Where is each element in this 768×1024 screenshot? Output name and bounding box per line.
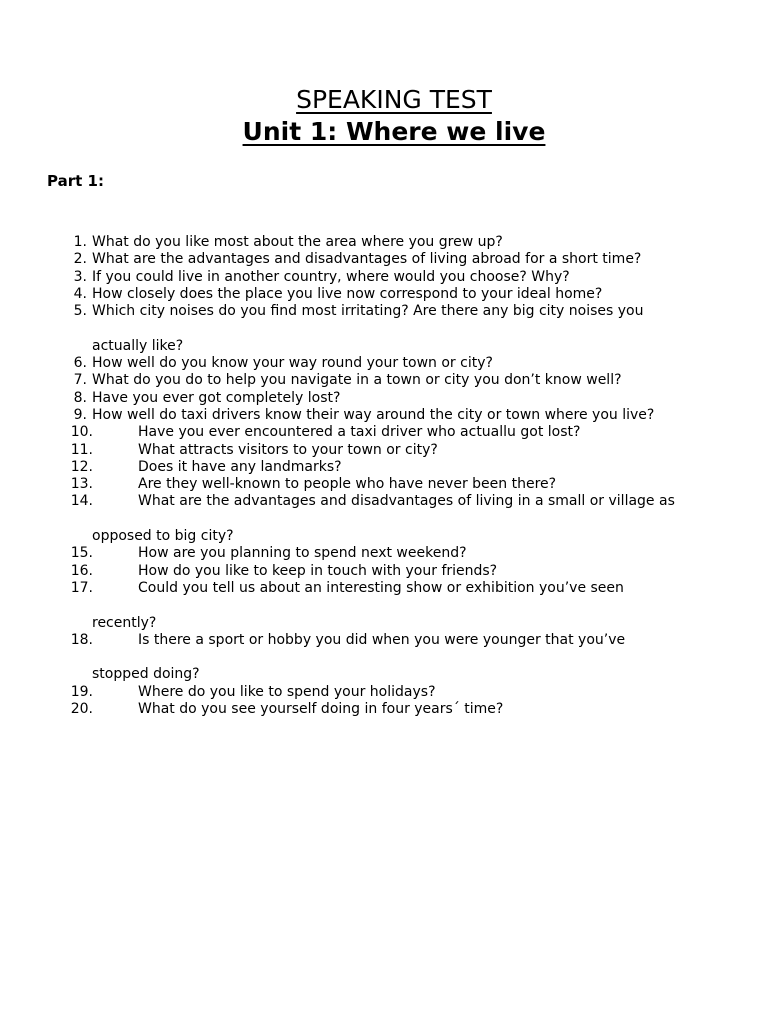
- question-number: 6.: [73, 355, 87, 372]
- question-item: [0, 493, 768, 545]
- question-item: [0, 390, 768, 407]
- question-item: [0, 424, 768, 441]
- question-text-continuation: stopped doing?: [92, 666, 200, 683]
- question-number: 16.: [70, 562, 93, 579]
- question-item: [0, 580, 768, 632]
- question-item: [0, 355, 768, 372]
- question-text-continuation: actually like?: [92, 337, 184, 354]
- question-text: Are they well-known to people who have never been there?: [138, 476, 557, 493]
- question-item: [0, 684, 768, 701]
- question-number: 7.: [73, 372, 87, 389]
- question-number: 1.: [73, 234, 87, 250]
- question-number: 12.: [70, 458, 93, 475]
- question-item: [0, 442, 768, 459]
- question-number: 17.: [70, 579, 93, 596]
- question-text: Is there a sport or hobby you did when you were younger that you’ve: [138, 631, 626, 648]
- question-item: [0, 701, 768, 718]
- question-item: [0, 286, 768, 303]
- question-item: [0, 372, 768, 389]
- question-item: [0, 251, 768, 268]
- question-text: Have you ever encountered a taxi driver who actuallu got lost?: [138, 424, 581, 441]
- question-number: 13.: [70, 476, 93, 493]
- question-number: 5.: [73, 303, 87, 320]
- question-text-continuation: opposed to big city?: [92, 528, 234, 545]
- question-text: Where do you like to spend your holidays?: [138, 683, 436, 700]
- document-subtitle: Unit 1: Where we live: [242, 117, 546, 146]
- question-number: 9.: [73, 406, 87, 423]
- question-number: 15.: [70, 545, 93, 562]
- question-number: 10.: [70, 424, 93, 441]
- question-text: Does it have any landmarks?: [138, 458, 342, 475]
- question-number: 20.: [70, 701, 93, 718]
- document-title: SPEAKING TEST: [296, 85, 492, 114]
- question-text: What attracts visitors to your town or city?: [138, 441, 438, 458]
- question-list: [0, 234, 768, 718]
- question-item: [0, 234, 768, 251]
- question-text: How are you planning to spend next weekend?: [138, 545, 467, 562]
- question-text-continuation: recently?: [92, 614, 157, 631]
- question-text: What do you do to help you navigate in a town or city you don’t know well?: [92, 372, 622, 389]
- question-text: What are the advantages and disadvantages of living abroad for a short time?: [92, 251, 642, 268]
- question-item: [0, 563, 768, 580]
- question-number: 4.: [73, 285, 87, 302]
- question-item: [0, 303, 768, 355]
- question-item: [0, 545, 768, 562]
- question-number: 8.: [73, 389, 87, 406]
- question-item: [0, 459, 768, 476]
- question-text: How closely does the place you live now correspond to your ideal home?: [92, 285, 603, 302]
- question-text: Could you tell us about an interesting show or exhibition you’ve seen: [138, 579, 624, 596]
- question-text: How do you like to keep in touch with your friends?: [138, 562, 498, 579]
- question-item: [0, 632, 768, 684]
- question-text: Which city noises do you find most irritating? Are there any big city noises you: [92, 303, 644, 320]
- question-number: 19.: [70, 683, 93, 700]
- part-label: Part 1:: [47, 172, 104, 190]
- question-text: If you could live in another country, where would you choose? Why?: [92, 268, 570, 285]
- question-item: [0, 269, 768, 286]
- question-item: [0, 407, 768, 424]
- question-number: 2.: [73, 251, 87, 268]
- question-number: 3.: [73, 268, 87, 285]
- question-number: 11.: [70, 441, 93, 458]
- question-number: 18.: [70, 631, 93, 648]
- question-text: What are the advantages and disadvantages of living in a small or village as: [138, 493, 675, 510]
- question-text: How well do you know your way round your town or city?: [92, 355, 493, 372]
- question-text: Have you ever got completely lost?: [92, 389, 341, 406]
- question-item: [0, 476, 768, 493]
- question-text: How well do taxi drivers know their way around the city or town where you live?: [92, 406, 655, 423]
- question-number: 14.: [70, 493, 93, 510]
- question-text: What do you see yourself doing in four years´ time?: [138, 701, 504, 718]
- question-text: What do you like most about the area where you grew up?: [92, 234, 503, 250]
